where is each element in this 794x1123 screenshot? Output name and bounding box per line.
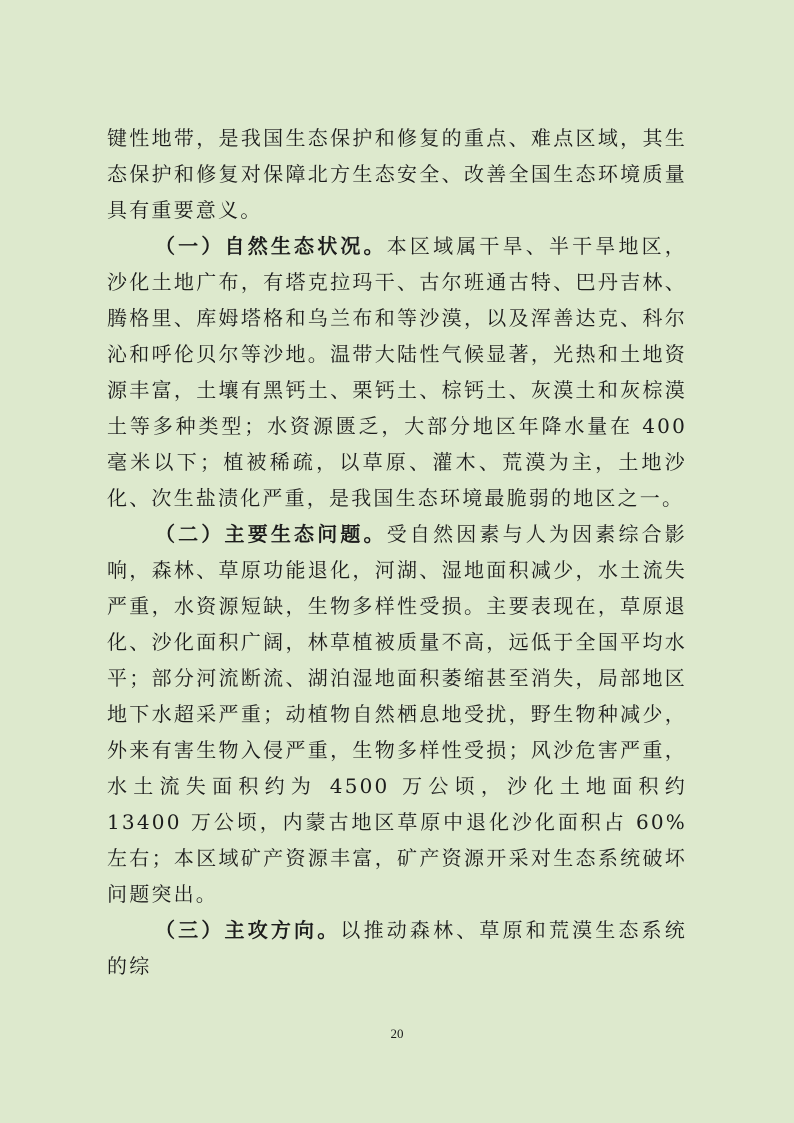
paragraph-text: 本区域属干旱、半干旱地区，沙化土地广布，有塔克拉玛干、古尔班通古特、巴丹吉林、腾格里、库姆塔格和乌兰布和等沙漠，以及浑善达克、科尔沁和呼伦贝尔等沙地。温带大陆性气候显著，光热和土地资源丰富，土壤有黑钙土、栗钙土、棕钙土、灰漠土和灰棕漠土等多种类型；水资源匮乏，大部分地区年降水量在 400 毫米以下；植被稀疏，以草原、灌木、荒漠为主，土地沙化、次生盐渍化严重，是我国生态环境最脆弱的地区之一。: [107, 234, 688, 510]
paragraph-main-direction: [107, 912, 687, 984]
paragraph-text: 以推动森林、草原和荒漠生态系统的综: [107, 918, 688, 978]
paragraph-text: 键性地带，是我国生态保护和修复的重点、难点区域，其生态保护和修复对保障北方生态安全、改善全国生态环境质量具有重要意义。: [107, 126, 687, 222]
paragraph-natural-ecology: [107, 228, 687, 516]
section-heading: （三）主攻方向。: [155, 918, 341, 942]
page-number: 20: [390, 1026, 404, 1041]
paragraph-text: 受自然因素与人为因素综合影响，森林、草原功能退化，河湖、湿地面积减少，水土流失严重，水资源短缺，生物多样性受损。主要表现在，草原退化、沙化面积广阔，林草植被质量不高，远低于全国平均水平；部分河流断流、湖泊湿地面积萎缩甚至消失，局部地区地下水超采严重；动植物自然栖息地受扰，野生物种减少，外来有害生物入侵严重，生物多样性受损；风沙危害严重，水土流失面积约为 4500 万公顷，沙化土地面积约 13400 万公顷，内蒙古地区草原中退化沙化面积占 60%左右；本区域矿产资源丰富，矿产资源开采对生态系统破坏问题突出。: [107, 522, 688, 906]
body-text: [107, 120, 687, 984]
section-heading: （二）主要生态问题。: [155, 522, 387, 546]
section-heading: （一）自然生态状况。: [155, 234, 387, 258]
paragraph-continuation: [107, 120, 687, 228]
paragraph-main-problems: [107, 516, 687, 912]
